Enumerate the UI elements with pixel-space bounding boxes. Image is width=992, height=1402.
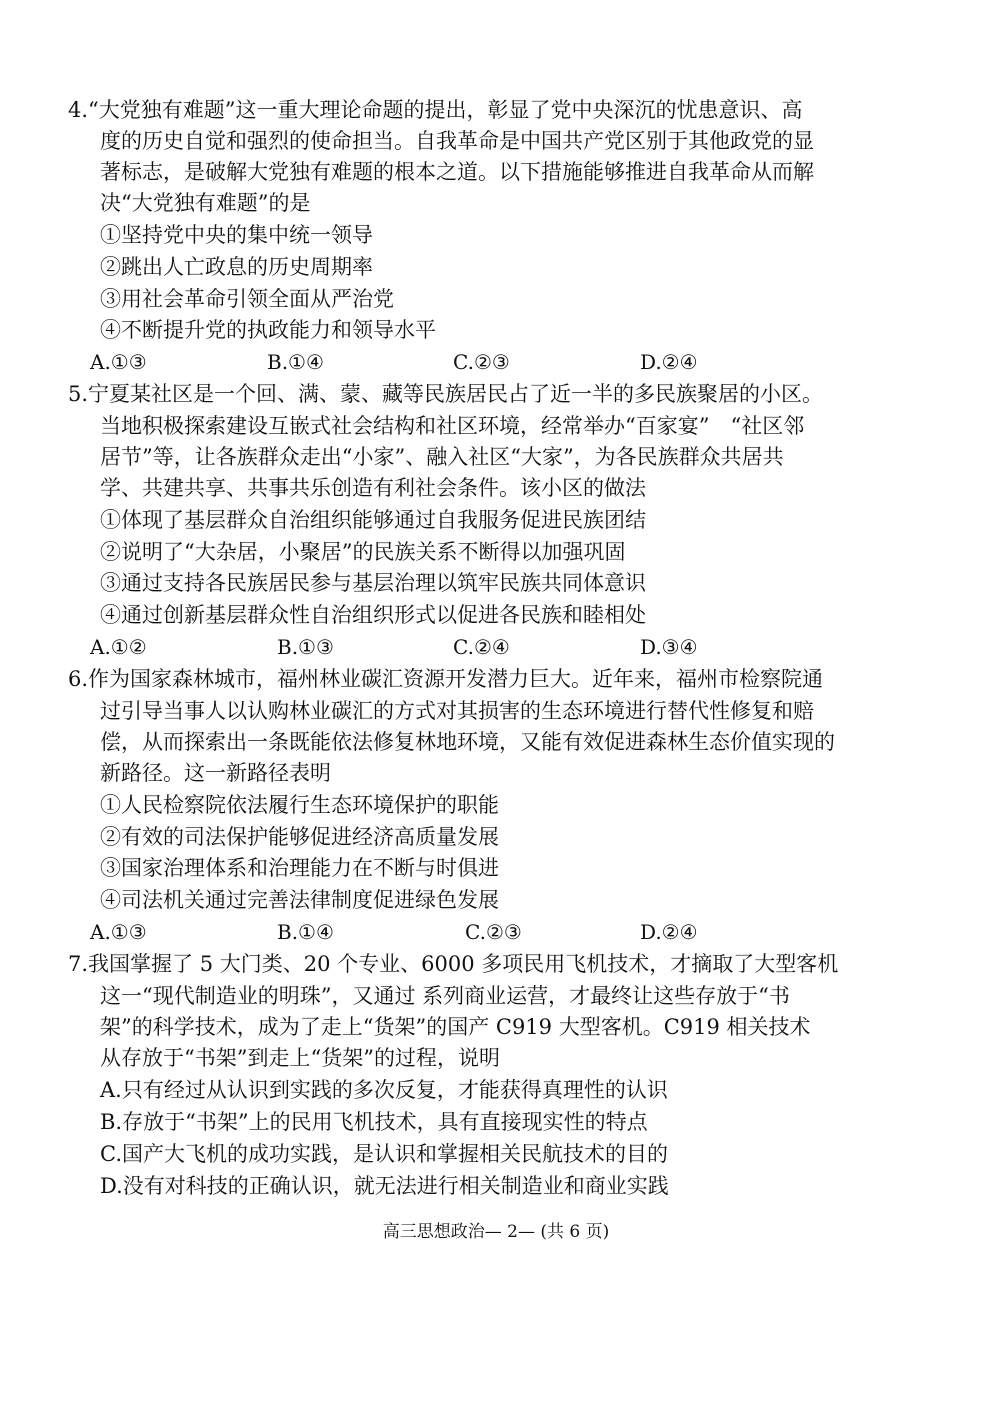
question-4-answer-b: B.①④ (267, 350, 324, 374)
question-5-statement-2: ②说明了“大杂居，小聚居”的民族关系不断得以加强巩固 (100, 540, 626, 564)
question-5-answer-d: D.③④ (640, 635, 698, 659)
question-4-stem-line-3: 著标志，是破解大党独有难题的根本之道。以下措施能够推进自我革命从而解 (100, 160, 814, 184)
question-7-stem-line-1: 7.我国掌握了 5 大门类、20 个专业、6000 多项民用飞机技术，才摘取了大型客机 (68, 952, 839, 976)
page-footer: 高三思想政治— 2— (共 6 页) (382, 1222, 610, 1242)
question-4-statement-4: ④不断提升党的执政能力和领导水平 (100, 318, 436, 342)
question-5-statement-3: ③通过支持各民族居民参与基层治理以筑牢民族共同体意识 (100, 571, 646, 595)
question-7-stem-line-4: 从存放于“书架”到走上“货架”的过程，说明 (100, 1046, 500, 1070)
question-4-answer-d: D.②④ (640, 350, 698, 374)
question-7-option-d: D.没有对科技的正确认识，就无法进行相关制造业和商业实践 (100, 1174, 669, 1198)
question-5-answer-c: C.②④ (453, 635, 510, 659)
question-7-option-b: B.存放于“书架”上的民用飞机技术，具有直接现实性的特点 (100, 1110, 648, 1134)
question-5-stem-line-3: 居节”等，让各族群众走出“小家”、融入社区“大家”，为各民族群众共居共 (100, 445, 784, 469)
question-6-stem-line-4: 新路径。这一新路径表明 (100, 761, 331, 785)
question-7-option-a: A.只有经过从认识到实践的多次反复，才能获得真理性的认识 (100, 1078, 668, 1102)
question-6-statement-2: ②有效的司法保护能够促进经济高质量发展 (100, 825, 499, 849)
question-4-stem-line-1: 4.“大党独有难题”这一重大理论命题的提出，彰显了党中央深沉的忧患意识、高 (68, 98, 803, 122)
question-6-answer-c: C.②③ (465, 920, 522, 944)
question-4-statement-1: ①坚持党中央的集中统一领导 (100, 223, 373, 247)
question-6-answer-b: B.①④ (277, 920, 334, 944)
question-4-statement-2: ②跳出人亡政息的历史周期率 (100, 255, 373, 279)
question-5-answer-a: A.①② (90, 635, 147, 659)
question-5-answer-b: B.①③ (277, 635, 334, 659)
question-4-stem-line-2: 度的历史自觉和强烈的使命担当。自我革命是中国共产党区别于其他政党的显 (100, 129, 814, 153)
question-6-stem-line-3: 偿，从而探索出一条既能依法修复林地环境，又能有效促进森林生态价值实现的 (100, 730, 835, 754)
question-4-statement-3: ③用社会革命引领全面从严治党 (100, 287, 394, 311)
question-5-statement-1: ①体现了基层群众自治组织能够通过自我服务促进民族团结 (100, 508, 646, 532)
question-6-statement-4: ④司法机关通过完善法律制度促进绿色发展 (100, 888, 499, 912)
question-5-stem-line-1: 5.宁夏某社区是一个回、满、蒙、藏等民族居民占了近一半的多民族聚居的小区。 (68, 382, 824, 406)
question-5-stem-line-4: 学、共建共享、共事共乐创造有利社会条件。该小区的做法 (100, 476, 646, 500)
question-4-answer-c: C.②③ (453, 350, 510, 374)
question-5-statement-4: ④通过创新基层群众性自治组织形式以促进各民族和睦相处 (100, 603, 646, 627)
question-6-statement-1: ①人民检察院依法履行生态环境保护的职能 (100, 793, 499, 817)
question-5-stem-line-2: 当地积极探索建设互嵌式社会结构和社区环境，经常举办“百家宴” “社区邻 (100, 414, 805, 438)
question-6-answer-d: D.②④ (640, 920, 698, 944)
question-7-stem-line-3: 架”的科学技术，成为了走上“货架”的国产 C919 大型客机。C919 相关技术 (100, 1015, 811, 1039)
question-6-answer-a: A.①③ (90, 920, 147, 944)
question-7-option-c: C.国产大飞机的成功实践，是认识和掌握相关民航技术的目的 (100, 1142, 668, 1166)
question-6-stem-line-2: 过引导当事人以认购林业碳汇的方式对其损害的生态环境进行替代性修复和赔 (100, 699, 814, 723)
question-7-stem-line-2: 这一“现代制造业的明珠”，又通过 系列商业运营，才最终让这些存放于“书 (100, 984, 790, 1008)
question-4-answer-a: A.①③ (90, 350, 147, 374)
question-6-stem-line-1: 6.作为国家森林城市，福州林业碳汇资源开发潜力巨大。近年来，福州市检察院通 (68, 667, 824, 691)
question-4-stem-line-4: 决“大党独有难题”的是 (100, 191, 311, 215)
question-6-statement-3: ③国家治理体系和治理能力在不断与时俱进 (100, 856, 499, 880)
